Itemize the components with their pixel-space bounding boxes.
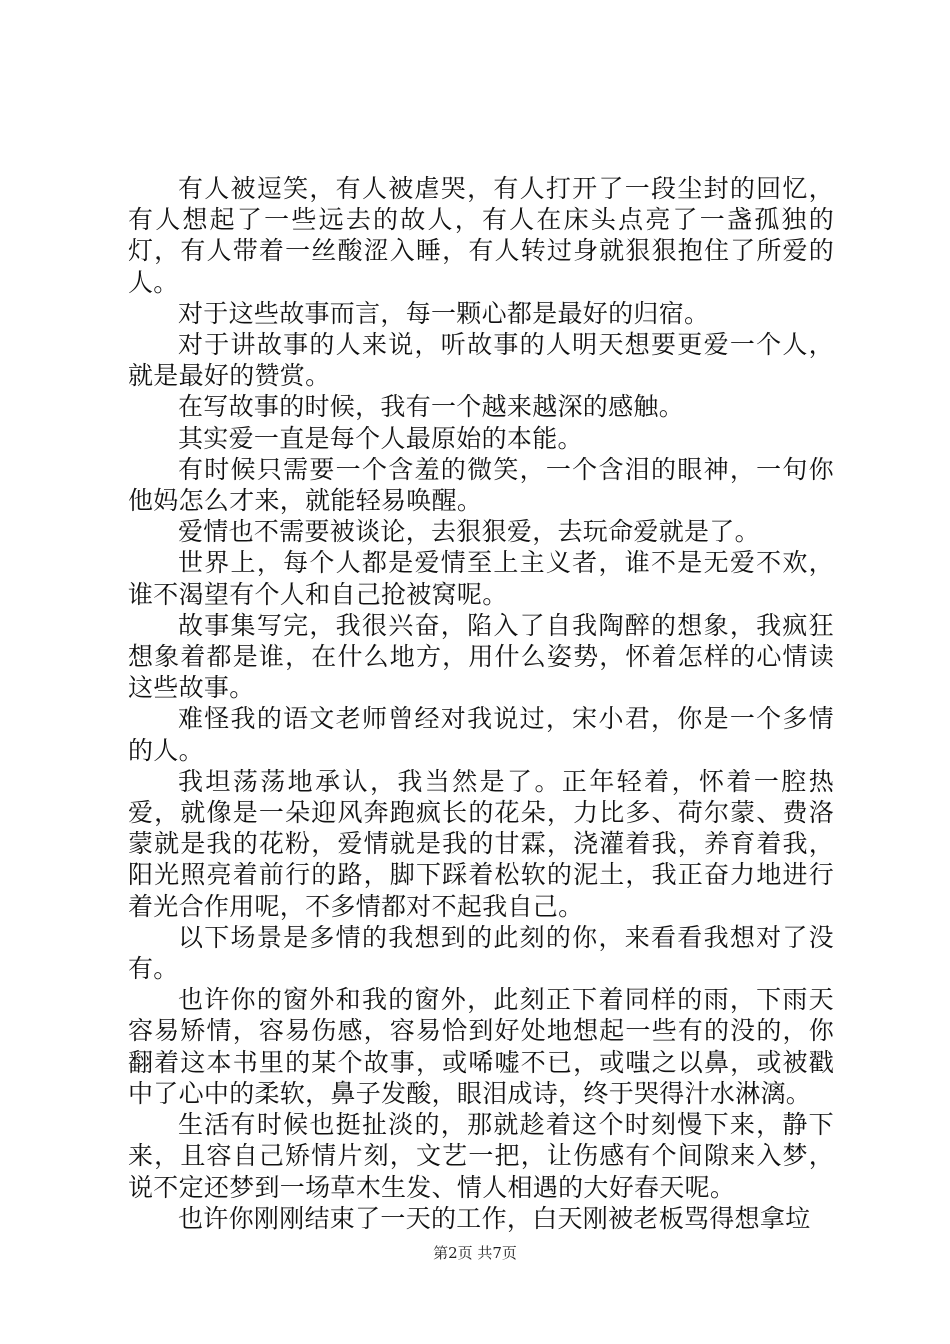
paragraph: 对于讲故事的人来说，听故事的人明天想要更爱一个人，就是最好的赞赏。 [128,330,834,391]
paragraph: 也许你刚刚结束了一天的工作，白天刚被老板骂得想拿垃 [178,1203,811,1233]
paragraph: 在写故事的时候，我有一个越来越深的感触。 [178,392,685,422]
paragraph: 以下场景是多情的我想到的此刻的你，来看看我想对了没有。 [128,922,834,984]
paragraph: 我坦荡荡地承认，我当然是了。正年轻着，怀着一腔热爱，就像是一朵迎风奔跑疯长的花朵，力比多、荷尔蒙、费洛蒙就是我的花粉，爱情就是我的甘霖，浇灌着我，养育着我，阳光照亮着前行的路，脚下踩着松软的泥土，我正奋力地进行着光合作用呢，不多情都对不起我自己。 [128,766,834,921]
body-text [128,173,834,1234]
paragraph: 有时候只需要一个含羞的微笑，一个含泪的眼神，一句你他妈怎么才来，就能轻易唤醒。 [128,454,834,516]
paragraph: 生活有时候也挺扯淡的，那就趁着这个时刻慢下来，静下来，且容自己矫情片刻，文艺一把，让伤感有个间隙来入梦，说不定还梦到一场草木生发、情人相遇的大好春天呢。 [128,1110,834,1202]
paragraph: 有人被逗笑，有人被虐哭，有人打开了一段尘封的回忆，有人想起了一些远去的故人，有人在床头点亮了一盏孤独的灯，有人带着一丝酸涩入睡，有人转过身就狠狠抱住了所爱的人。 [128,174,834,297]
paragraph: 爱情也不需要被谈论，去狠狠爱，去玩命爱就是了。 [178,517,760,547]
paragraph: 故事集写完，我很兴奋，陷入了自我陶醉的想象，我疯狂想象着都是谁，在什么地方，用什么姿势，怀着怎样的心情读这些故事。 [128,610,834,703]
paragraph: 难怪我的语文老师曾经对我说过，宋小君，你是一个多情的人。 [128,704,834,765]
paragraph: 其实爱一直是每个人最原始的本能。 [178,423,583,453]
paragraph: 世界上，每个人都是爱情至上主义者，谁不是无爱不欢，谁不渴望有个人和自己抢被窝呢。 [128,548,834,609]
paragraph: 也许你的窗外和我的窗外，此刻正下着同样的雨，下雨天容易矫情，容易伤感，容易恰到好处地想起一些有的没的，你翻着这本书里的某个故事，或唏嘘不已，或嗤之以鼻，或被戳中了心中的柔软，鼻子发酸，眼泪成诗，终于哭得汁水淋漓。 [128,985,834,1108]
page-number-footer: 第2页 共7页 [433,1244,517,1262]
paragraph: 对于这些故事而言，每一颗心都是最好的归宿。 [178,298,710,328]
